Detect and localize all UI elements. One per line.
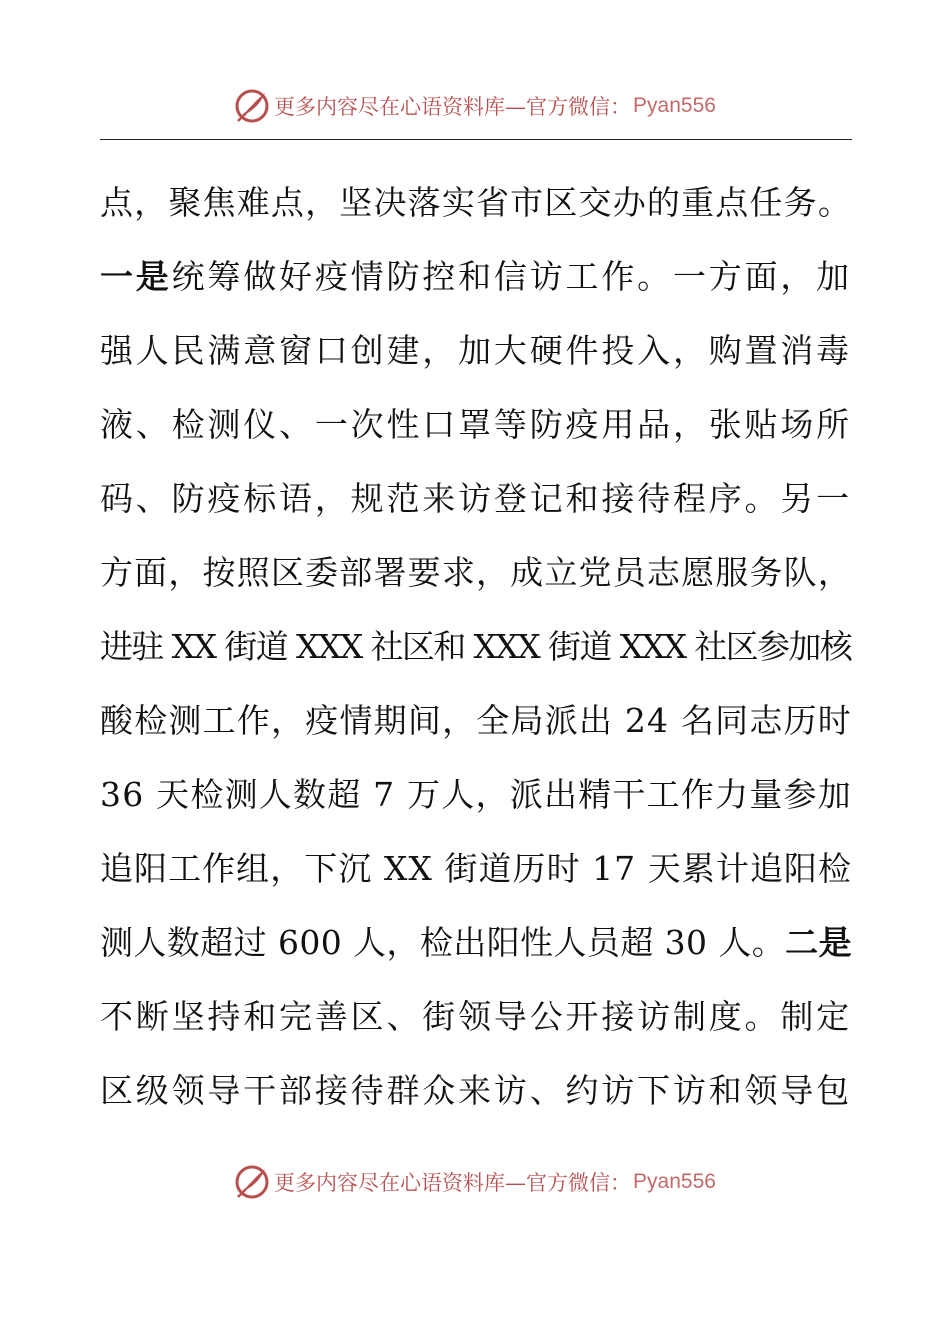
text-line [100, 166, 852, 240]
text-run: 测人数超过 600 人，检出阳性人员超 30 人。 [100, 923, 786, 962]
text-run: 强人民满意窗口创建，加大硬件投入，购置消毒 [100, 331, 852, 370]
header-watermark [0, 86, 950, 126]
text-run: 酸检测工作，疫情期间，全局派出 24 名同志历时 [100, 701, 852, 740]
text-run: 统筹做好疫情防控和信访工作。一方面，加 [171, 257, 852, 296]
text-run: 追阳工作组，下沉 XX 街道历时 17 天累计追阳检 [100, 849, 852, 888]
text-line [100, 610, 852, 684]
watermark-wechat-id: Pyan556 [633, 1170, 716, 1193]
text-run: 码、防疫标语，规范来访登记和接待程序。另一 [100, 479, 852, 518]
text-run: 区级领导干部接待群众来访、约访下访和领导包 [100, 1071, 852, 1110]
text-line [100, 388, 852, 462]
text-run: 液、检测仪、一次性口罩等防疫用品，张贴场所 [100, 405, 852, 444]
text-line [100, 462, 852, 536]
header-divider [100, 139, 852, 140]
watermark-wechat-id: Pyan556 [633, 94, 716, 117]
bold-lead-text: 一是 [100, 257, 172, 296]
text-line [100, 684, 852, 758]
text-run: 点，聚焦难点，坚决落实省市区交办的重点任务。 [100, 183, 852, 222]
text-run: 进驻 XX 街道 XXX 社区和 XXX 街道 XXX 社区参加核 [100, 627, 852, 666]
text-line [100, 758, 852, 832]
quill-logo-icon [234, 88, 270, 124]
text-line [100, 1054, 852, 1128]
footer-watermark [0, 1162, 950, 1202]
text-line [100, 314, 852, 388]
text-run: 方面，按照区委部署要求，成立党员志愿服务队， [100, 553, 852, 592]
text-line [100, 906, 852, 980]
text-run: 36 天检测人数超 7 万人，派出精干工作力量参加 [100, 775, 852, 814]
quill-logo-icon [234, 1164, 270, 1200]
watermark-text: 更多内容尽在心语资料库—官方微信： [274, 1171, 632, 1195]
watermark-text: 更多内容尽在心语资料库—官方微信： [274, 95, 632, 119]
text-line [100, 536, 852, 610]
text-line [100, 240, 852, 314]
text-line [100, 980, 852, 1054]
text-line [100, 832, 852, 906]
document-body [100, 166, 852, 1128]
bold-lead-text: 二是 [785, 923, 852, 962]
text-run: 不断坚持和完善区、街领导公开接访制度。制定 [100, 997, 852, 1036]
